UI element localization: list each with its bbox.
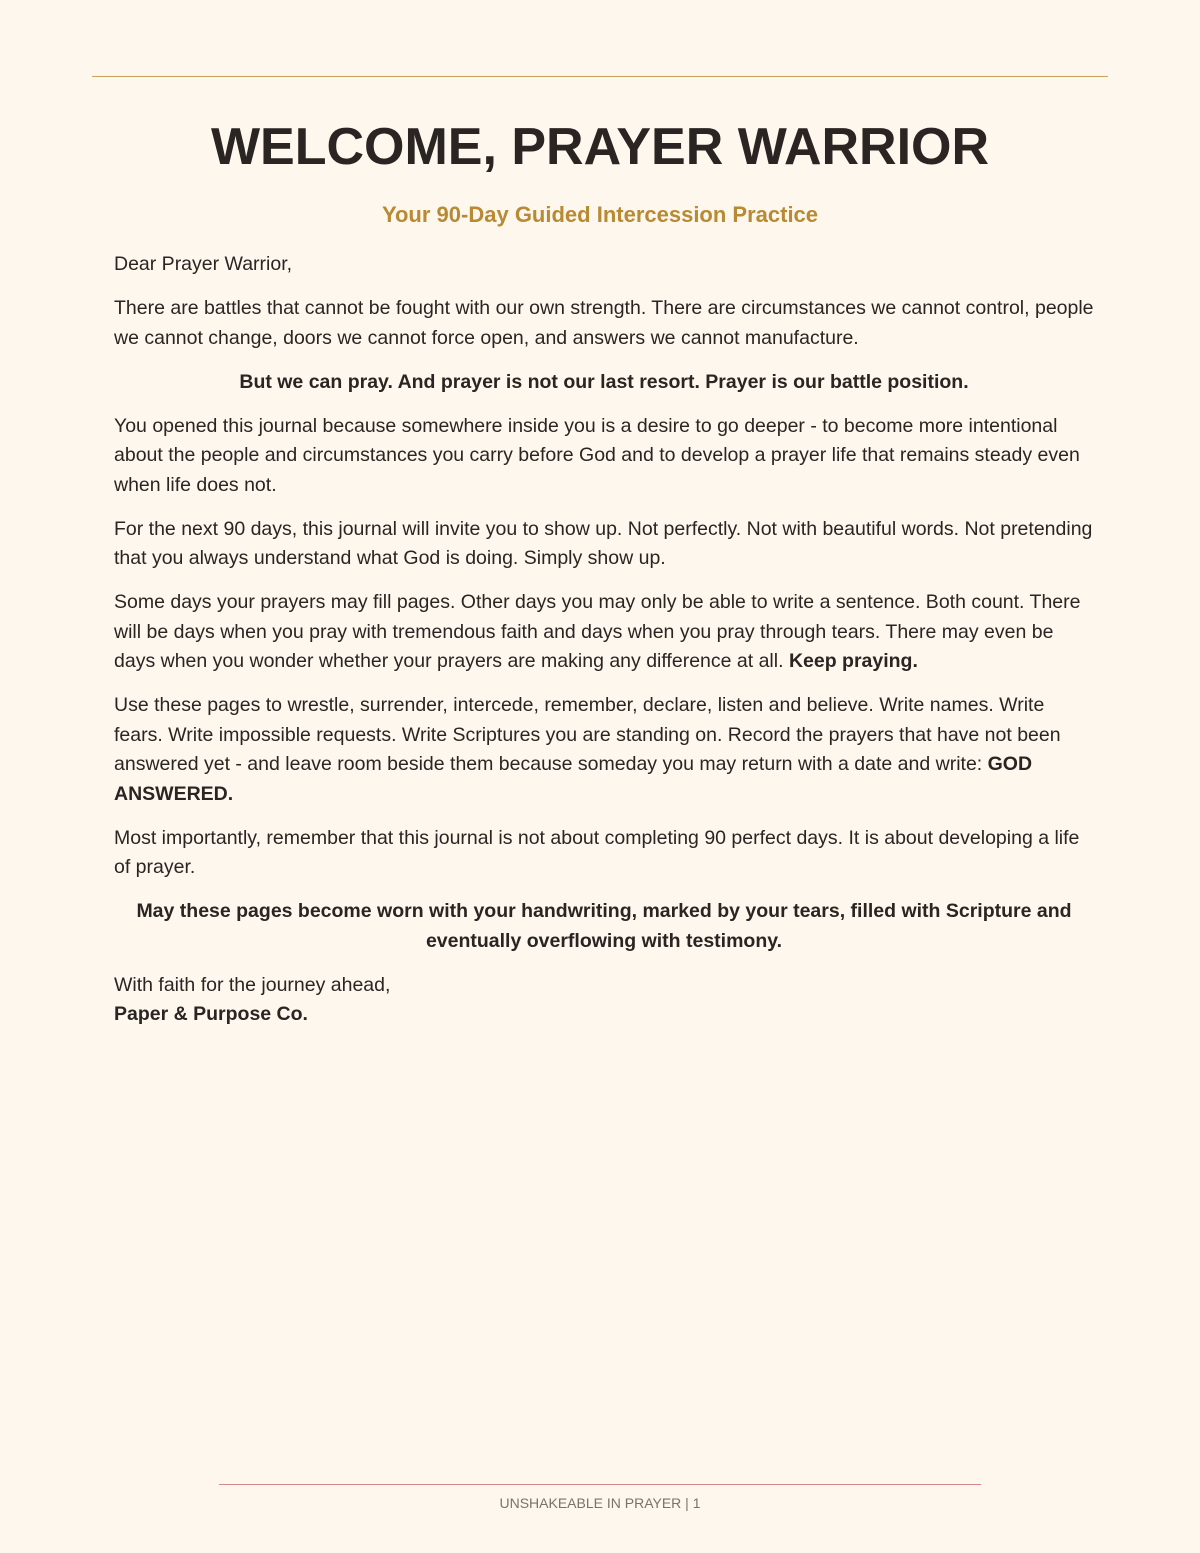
paragraph-desire: You opened this journal because somewhere inside you is a desire to go deeper - to become more intentional about the people and circumstances you carry before God and to develop a prayer life that remains steady even when life does not. xyxy=(114,414,1080,496)
emphasis-battle-position: But we can pray. And prayer is not our last resort. Prayer is our battle position. xyxy=(239,370,969,393)
keep-praying-emphasis: Keep praying. xyxy=(788,650,918,672)
paragraph-use-pages-text: Use these pages to wrestle, surrender, intercede, remember, declare, listen and believe. Write names. Write fears. Write impossible requests. Write Scriptures you are standing on. Record the prayers that have not been answered yet - and leave room beside them because someday you may return with a date and write: xyxy=(114,694,1061,775)
paragraph-use-pages xyxy=(114,691,1094,809)
page-subtitle: Your 90-Day Guided Intercession Practice xyxy=(381,202,819,227)
paragraph-show-up: For the next 90 days, this journal will invite you to show up. Not perfectly. Not with beautiful words. Not pretending that you always understand what God is doing. Simply show up. xyxy=(114,517,1093,569)
closing-block xyxy=(114,971,1094,1030)
page-title: WELCOME, PRAYER WARRIOR xyxy=(210,118,990,176)
signature: Paper & Purpose Co. xyxy=(114,1003,308,1025)
god-answered-emphasis: GOD ANSWERED. xyxy=(114,753,1033,805)
page-footer: UNSHAKEABLE IN PRAYER | 1 xyxy=(499,1495,701,1511)
paragraph-keep-praying-text: Some days your prayers may fill pages. Other days you may only be able to write a sentence. Both count. There will be days when you pray with tremendous faith and days when you pray through tears. There may even be days when you wonder whether your prayers are making any difference at all. xyxy=(114,591,1081,672)
emphasis-testimony: May these pages become worn with your handwriting, marked by your tears, filled with Scripture and eventually overflowing with testimony. xyxy=(136,900,1072,952)
salutation: Dear Prayer Warrior, xyxy=(114,253,293,275)
closing-line: With faith for the journey ahead, xyxy=(114,973,391,996)
paragraph-importantly: Most importantly, remember that this journal is not about completing 90 perfect days. It is about developing a life of prayer. xyxy=(114,826,1080,878)
footer-divider xyxy=(219,1484,981,1485)
top-divider xyxy=(92,76,1108,77)
letter-body xyxy=(114,250,1094,1044)
paragraph-intro: There are battles that cannot be fought with our own strength. There are circumstances we cannot control, people we cannot change, doors we cannot force open, and answers we cannot manufacture. xyxy=(114,297,1094,349)
paragraph-keep-praying xyxy=(114,588,1094,677)
